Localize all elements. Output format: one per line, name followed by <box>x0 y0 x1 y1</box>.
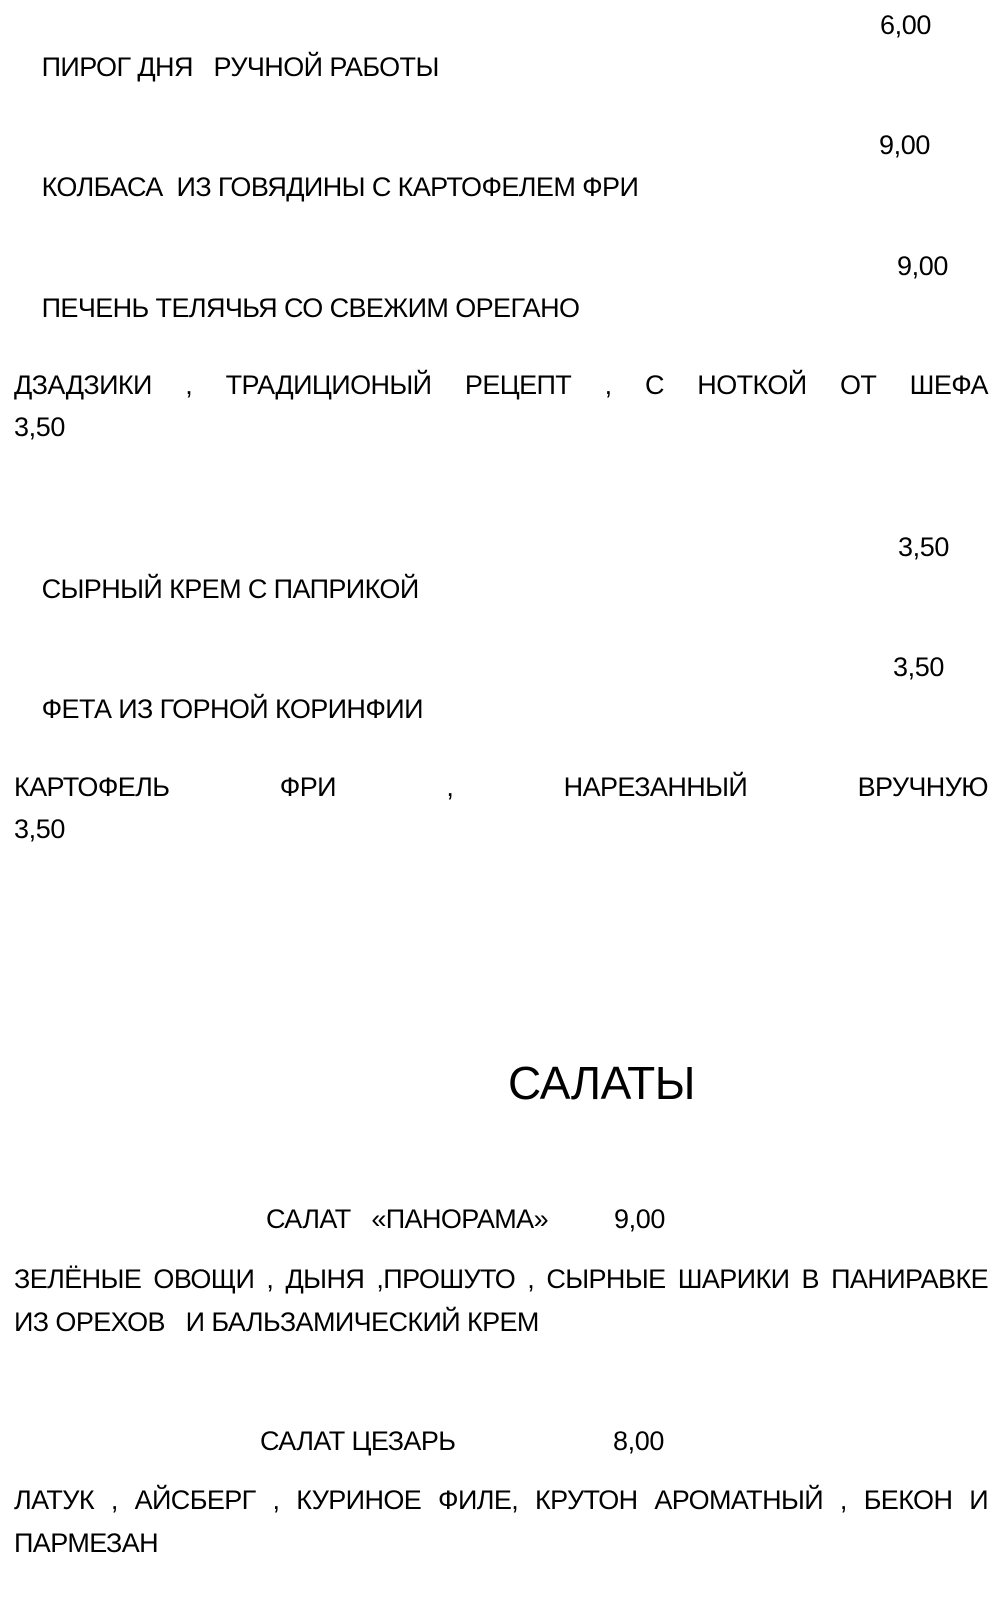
menu-item-price: 3,50 <box>14 814 65 844</box>
menu-item-word: ДЗАДЗИКИ <box>14 370 152 400</box>
menu-item-name: ПИРОГ ДНЯ РУЧНОЙ РАБОТЫ <box>41 52 439 82</box>
menu-item-word: ФРИ <box>279 772 336 802</box>
salad-description <box>14 1479 988 1565</box>
menu-item-price: 6,00 <box>880 10 931 40</box>
menu-item-price: 3,50 <box>898 532 949 562</box>
salad-description-line <box>14 1479 988 1522</box>
salad-description <box>14 1258 988 1344</box>
salad-description-line: ПАРМЕЗАН <box>14 1528 159 1558</box>
menu-item-price: 3,50 <box>893 652 944 682</box>
menu-item-word: НОТКОЙ <box>697 370 807 400</box>
menu-item <box>14 766 988 808</box>
menu-item-word: РЕЦЕПТ <box>464 370 572 400</box>
menu-item-name: ФЕТА ИЗ ГОРНОЙ КОРИНФИИ <box>41 694 423 724</box>
menu-item-word: НАРЕЗАННЫЙ <box>563 772 748 802</box>
menu-item-word: ШЕФА <box>909 370 988 400</box>
menu-item <box>14 646 988 772</box>
menu-item-word: ТРАДИЦИОНЫЙ <box>225 370 432 400</box>
menu-item <box>14 245 988 371</box>
menu-item-price: 3,50 <box>14 412 65 442</box>
menu-item-price: 9,00 <box>897 251 948 281</box>
salad-description-line: ИЗ ОРЕХОВ И БАЛЬЗАМИЧЕСКИЙ КРЕМ <box>14 1307 539 1337</box>
salad-description-line <box>14 1258 988 1301</box>
menu-item-word: КАРТОФЕЛЬ <box>14 772 170 802</box>
menu-item <box>14 124 988 250</box>
menu-item-word: С <box>644 370 664 400</box>
menu-item-name: ПЕЧЕНЬ ТЕЛЯЧЬЯ СО СВЕЖИМ ОРЕГАНО <box>41 293 580 323</box>
menu-item-word: , <box>185 370 193 400</box>
menu-item-price: 9,00 <box>879 130 930 160</box>
menu-item <box>14 4 988 130</box>
menu-item-name: СЫРНЫЙ КРЕМ С ПАПРИКОЙ <box>41 574 419 604</box>
salad-description-text: ЗЕЛЁНЫЕ ОВОЩИ , ДЫНЯ ,ПРОШУТО , СЫРНЫЕ ШАРИКИ В ПАНИРАВКЕ <box>14 1264 988 1294</box>
menu-item <box>14 526 988 652</box>
menu-item-word: ВРУЧНУЮ <box>857 772 988 802</box>
menu-item-word: , <box>604 370 612 400</box>
menu-item <box>14 364 988 406</box>
salad-title: САЛАТ ЦЕЗАРЬ <box>260 1426 456 1456</box>
salad-description-text: ЛАТУК , АЙСБЕРГ , КУРИНОЕ ФИЛЕ, КРУТОН АРОМАТНЫЙ , БЕКОН И <box>14 1485 988 1515</box>
section-heading: САЛАТЫ <box>508 1057 695 1109</box>
menu-item-word: , <box>446 772 454 802</box>
salad-title: САЛАТ «ПАНОРАМА» <box>266 1204 548 1234</box>
menu-item-word: ОТ <box>839 370 877 400</box>
menu-item-name: КОЛБАСА ИЗ ГОВЯДИНЫ С КАРТОФЕЛЕМ ФРИ <box>41 172 639 202</box>
salad-price: 9,00 <box>614 1204 665 1234</box>
salad-price: 8,00 <box>613 1426 664 1456</box>
